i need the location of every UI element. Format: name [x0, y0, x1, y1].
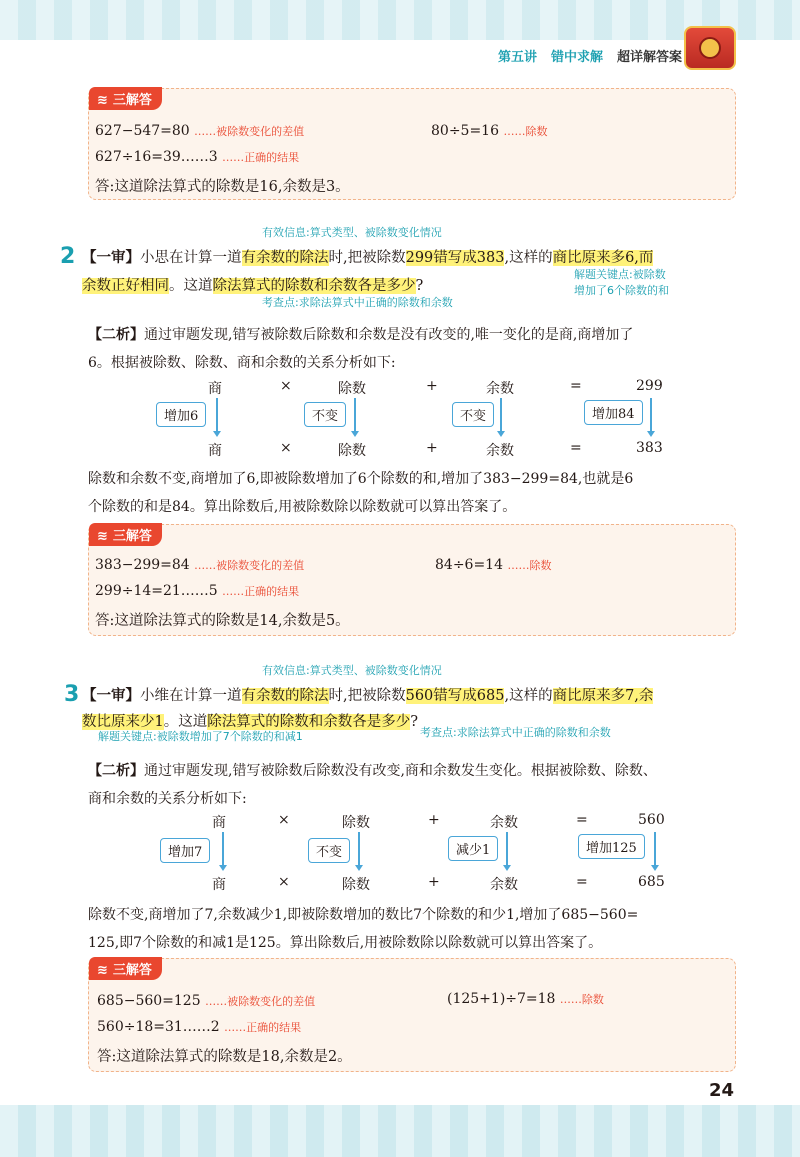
answer-box-2: [88, 524, 736, 636]
eq-remainder: 余数: [486, 381, 514, 397]
answer-tag: ≋ 三解答: [89, 957, 162, 980]
eq-equals: =: [570, 440, 582, 456]
answer-tag: ≋ 三解答: [89, 87, 162, 110]
eq-quotient: 商: [208, 381, 222, 397]
explanation-line: 125,即7个除数的和减1是125。算出除数后,用被除数除以除数就可以算出答案了。: [88, 935, 603, 951]
eq-value: 560: [638, 812, 665, 828]
emblem-icon: [699, 37, 721, 59]
calc-line: 560÷18=31……2 ……正确的结果: [97, 1019, 302, 1035]
down-arrow-icon: [216, 398, 218, 432]
explanation-line: 除数不变,商增加了7,余数减少1,即被除数增加的数比7个除数的和少1,增加了685−560=: [88, 907, 639, 923]
answer-text: 答:这道除法算式的除数是14,余数是5。: [95, 613, 350, 629]
calc-line: 383−299=84 ……被除数变化的差值: [95, 557, 305, 573]
calc-line: 80÷5=16 ……除数: [431, 123, 548, 139]
eq-plus: +: [428, 874, 440, 890]
analysis-line: 【二析】通过审题发现,错写被除数后除数没有改变,商和余数发生变化。根据被除数、除数、: [88, 763, 657, 779]
answer-tag: ≋ 三解答: [89, 523, 162, 546]
bottom-wave-band: [0, 1105, 800, 1157]
eq-times: ×: [280, 378, 292, 394]
eq-remainder: 余数: [490, 815, 518, 831]
calc-line: 299÷14=21……5 ……正确的结果: [95, 583, 300, 599]
eq-times: ×: [278, 812, 290, 828]
calc-line: (125+1)÷7=18 ……除数: [447, 991, 604, 1007]
explanation-line: 个除数的和是84。算出除数后,用被除数除以除数就可以算出答案了。: [88, 499, 517, 515]
down-arrow-icon: [358, 832, 360, 866]
answer-box-3: [88, 958, 736, 1072]
eq-quotient: 商: [208, 443, 222, 459]
eq-quotient: 商: [212, 815, 226, 831]
note-effective-info: 有效信息:算式类型、被除数变化情况: [262, 664, 442, 677]
question-line-1: 【一审】小思在计算一道有余数的除法时,把被除数299错写成383,这样的商比原来多6,而: [82, 249, 654, 266]
explanation-line: 除数和余数不变,商增加了6,即被除数增加了6个除数的和,增加了383−299=84,也就是6: [88, 471, 634, 487]
change-box: 增加7: [160, 838, 210, 863]
down-arrow-icon: [654, 832, 656, 866]
wave-icon: ≋: [97, 529, 108, 544]
down-arrow-icon: [222, 832, 224, 866]
note-exam-point: 考查点:求除法算式中正确的除数和余数: [262, 296, 453, 309]
note-key-point: 解题关键点:被除数 增加了6个除数的和: [574, 268, 669, 297]
eq-remainder: 余数: [486, 443, 514, 459]
eq-divisor: 除数: [338, 381, 366, 397]
down-arrow-icon: [506, 832, 508, 866]
down-arrow-icon: [500, 398, 502, 432]
note-key-point: 解题关键点:被除数增加了7个除数的和减1: [98, 730, 303, 743]
eq-plus: +: [428, 812, 440, 828]
analysis-line: 6。根据被除数、除数、商和余数的关系分析如下:: [88, 355, 396, 371]
change-box: 减少1: [448, 836, 498, 861]
calc-line: 627−547=80 ……被除数变化的差值: [95, 123, 305, 139]
change-box: 不变: [452, 402, 494, 427]
eq-plus: +: [426, 440, 438, 456]
down-arrow-icon: [354, 398, 356, 432]
eq-times: ×: [278, 874, 290, 890]
eq-equals: =: [576, 874, 588, 890]
wave-icon: ≋: [97, 963, 108, 978]
page-header: [498, 46, 682, 65]
eq-divisor: 除数: [342, 815, 370, 831]
change-box: 不变: [308, 838, 350, 863]
calc-line: 685−560=125 ……被除数变化的差值: [97, 993, 316, 1009]
page-number: 24: [708, 1080, 734, 1101]
calc-line: 84÷6=14 ……除数: [435, 557, 552, 573]
eq-equals: =: [576, 812, 588, 828]
calc-line: 627÷16=39……3 ……正确的结果: [95, 149, 300, 165]
eq-remainder: 余数: [490, 877, 518, 893]
eq-value: 299: [636, 378, 663, 394]
question-line-2: 数比原来少1。这道除法算式的除数和余数各是多少?: [82, 714, 419, 730]
question-number: 2: [60, 244, 76, 269]
change-box: 增加6: [156, 402, 206, 427]
eq-divisor: 除数: [342, 877, 370, 893]
change-box: 不变: [304, 402, 346, 427]
answer-text: 答:这道除法算式的除数是18,余数是2。: [97, 1049, 352, 1065]
question-line-1: 【一审】小维在计算一道有余数的除法时,把被除数560错写成685,这样的商比原来多7,余: [82, 687, 654, 704]
analysis-line: 【二析】通过审题发现,错写被除数后除数和余数是没有改变的,唯一变化的是商,商增加了: [88, 327, 634, 343]
eq-equals: =: [570, 378, 582, 394]
book-logo: [684, 26, 736, 70]
note-exam-point: 考查点:求除法算式中正确的除数和余数: [420, 726, 611, 739]
eq-divisor: 除数: [338, 443, 366, 459]
header-lesson: 第五讲: [497, 50, 537, 65]
header-series: 超详解答案: [616, 50, 682, 65]
question-line-2: 余数正好相同。这道除法算式的除数和余数各是多少?: [82, 278, 424, 294]
eq-plus: +: [426, 378, 438, 394]
analysis-line: 商和余数的关系分析如下:: [88, 791, 247, 807]
header-topic: 错中求解: [550, 50, 603, 65]
question-number: 3: [64, 682, 80, 707]
down-arrow-icon: [650, 398, 652, 432]
answer-box-1: [88, 88, 736, 200]
answer-text: 答:这道除法算式的除数是16,余数是3。: [95, 179, 350, 195]
wave-icon: ≋: [97, 93, 108, 108]
change-box: 增加125: [578, 834, 645, 859]
eq-times: ×: [280, 440, 292, 456]
eq-value: 685: [638, 874, 665, 890]
eq-quotient: 商: [212, 877, 226, 893]
note-effective-info: 有效信息:算式类型、被除数变化情况: [262, 226, 442, 239]
eq-value: 383: [636, 440, 663, 456]
change-box: 增加84: [584, 400, 643, 425]
top-wave-band: [0, 0, 800, 40]
